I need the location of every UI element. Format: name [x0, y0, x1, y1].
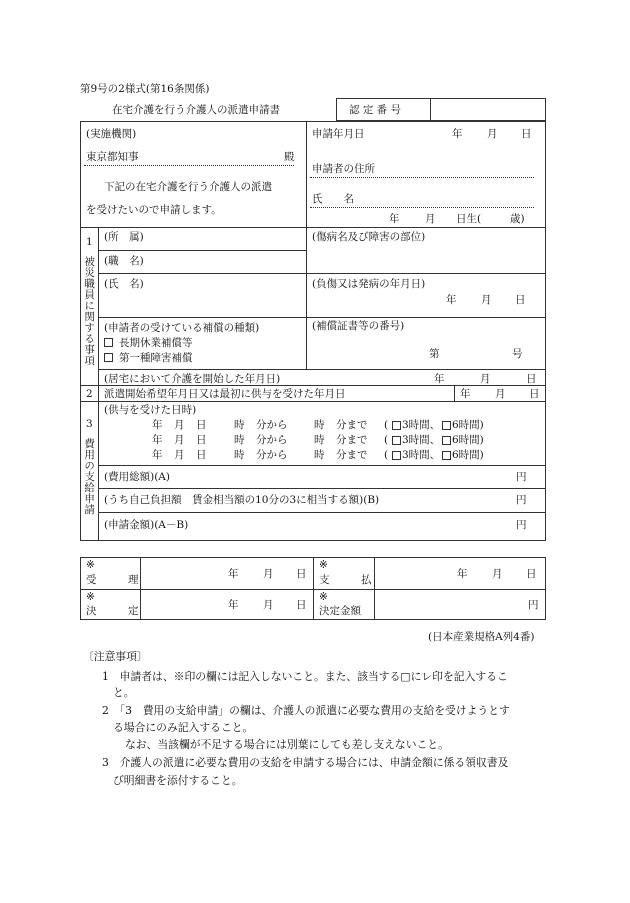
decided-amount-label: 決定金額: [319, 605, 361, 617]
request-line-2: を受けたいので申請します。: [86, 204, 222, 216]
section-3-number: 3: [86, 418, 93, 430]
cert-go: 号: [512, 348, 523, 360]
pay-month: 月: [492, 568, 503, 580]
notes-heading: 〔注意事項〕: [83, 650, 148, 663]
section-3-label: 費用の支給申請: [83, 438, 96, 515]
note-2b: る場合にのみ記入すること。: [113, 721, 254, 734]
pay-day: 日: [526, 568, 537, 580]
recv-year: 年: [228, 568, 239, 580]
yen-decided: 円: [528, 599, 539, 611]
checkbox-6h[interactable]: [442, 436, 451, 445]
checkbox-icon[interactable]: [104, 353, 113, 362]
care-day: 日: [526, 373, 537, 385]
dispatch-start-label: 派遣開始希望年月日又は最初に供与を受けた年月日: [104, 388, 346, 400]
yen-total: 円: [516, 471, 527, 483]
age-suffix: 歳): [510, 213, 525, 225]
injury-month: 月: [481, 294, 492, 306]
checkbox-3h[interactable]: [392, 451, 401, 460]
checkbox-6h[interactable]: [442, 451, 451, 460]
checkbox-3h[interactable]: [392, 436, 401, 445]
note-1b: と。: [113, 686, 135, 699]
name-label: 氏 名: [312, 193, 354, 205]
date-day: 日: [521, 128, 532, 140]
received-datetime-label: (供与を受けた日時): [104, 404, 197, 416]
birth-month: 月: [425, 213, 436, 225]
request-line-1: 下記の在宅介護を行う介護人の派遣: [104, 181, 272, 193]
asterisk-mark: ※: [86, 559, 95, 571]
option-long-term[interactable]: [104, 337, 193, 350]
date-month: 月: [487, 128, 498, 140]
checkbox-icon[interactable]: [104, 338, 113, 347]
decided-label: 決 定: [86, 605, 139, 617]
care-start-label: (居宅において介護を開始した年月日): [104, 373, 281, 385]
date-year: 年: [452, 128, 463, 140]
dec-month: 月: [263, 599, 274, 611]
option-disability-label: 第一種障害補償: [119, 352, 193, 364]
injury-day: 日: [515, 294, 526, 306]
institution-label: (実施機関): [86, 128, 137, 140]
dispatch-day: 日: [529, 388, 540, 400]
application-date-label: 申請年月日: [312, 128, 365, 140]
total-cost-label: (費用総額)(A): [104, 471, 170, 483]
care-year: 年: [434, 373, 445, 385]
jis-note: (日本産業規格A列4番): [428, 631, 535, 643]
note-3a: 3 介護人の派遣に必要な費用の支給を申請する場合には、申請金額に係る領収書及: [102, 756, 509, 769]
recv-month: 月: [263, 568, 274, 580]
section-1-number: 1: [86, 236, 93, 248]
note-2c: なお、当該欄が不足する場合には別葉にしても差し支えないこと。: [125, 738, 449, 751]
received-label: 受 理: [86, 574, 139, 586]
dec-year: 年: [228, 599, 239, 611]
note-1a: 1 申請者は、※印の欄には記入しないこと。また、該当する□にレ印を記入するこ: [102, 670, 508, 683]
name-field-label: (氏 名): [104, 278, 144, 290]
asterisk-mark: ※: [319, 559, 328, 571]
asterisk-mark: ※: [319, 591, 328, 603]
option-long-term-label: 長期休業補償等: [119, 337, 193, 349]
note-2a: 2 「3 費用の支給申請」の欄は、介護人の派遣に必要な費用の支給を受けようとす: [102, 704, 510, 717]
affiliation-label: (所 属): [104, 231, 144, 243]
birth-suffix: 日生(: [456, 213, 482, 225]
injury-label: (傷病名及び障害の部位): [312, 231, 426, 243]
address-label: 申請者の住所: [312, 163, 375, 175]
cert-dai: 第: [429, 348, 440, 360]
asterisk-mark: ※: [86, 591, 95, 603]
checkbox-3h[interactable]: [392, 421, 401, 430]
dispatch-month: 月: [495, 388, 506, 400]
payment-label: 支 払: [319, 574, 372, 586]
dec-day: 日: [296, 599, 307, 611]
section-1-label: 被災職員に関する事項: [83, 256, 96, 366]
care-month: 月: [480, 373, 491, 385]
option-disability[interactable]: [104, 352, 193, 365]
request-amount-label: (申請金額)(A－B): [104, 519, 189, 531]
injury-date-label: (負傷又は発病の年月日): [312, 278, 426, 290]
compensation-type-label: (申請者の受けている補償の種類): [104, 322, 260, 334]
recv-day: 日: [296, 568, 307, 580]
form-title: 在宅介護を行う介護人の派遣申請書: [112, 104, 280, 116]
yen-request: 円: [516, 519, 527, 531]
birth-year: 年: [389, 213, 400, 225]
dispatch-year: 年: [460, 388, 471, 400]
self-burden-label: (うち自己負担額 賃金相当額の10分の3に相当する額)(B): [104, 494, 380, 506]
addressee: 東京都知事: [86, 151, 139, 163]
form-number: 第9号の2様式(第16条関係): [80, 83, 210, 95]
cert-number-label: 認 定 番 号: [349, 104, 402, 116]
injury-year: 年: [446, 294, 457, 306]
honorific: 殿: [284, 151, 295, 163]
position-label: (職 名): [104, 255, 144, 267]
section-2-number: 2: [86, 388, 93, 400]
note-3b: び明細書を添付すること。: [113, 774, 243, 787]
checkbox-6h[interactable]: [442, 421, 451, 430]
certificate-number-label: (補償証書等の番号): [312, 320, 405, 332]
yen-burden: 円: [516, 494, 527, 506]
pay-year: 年: [457, 568, 468, 580]
